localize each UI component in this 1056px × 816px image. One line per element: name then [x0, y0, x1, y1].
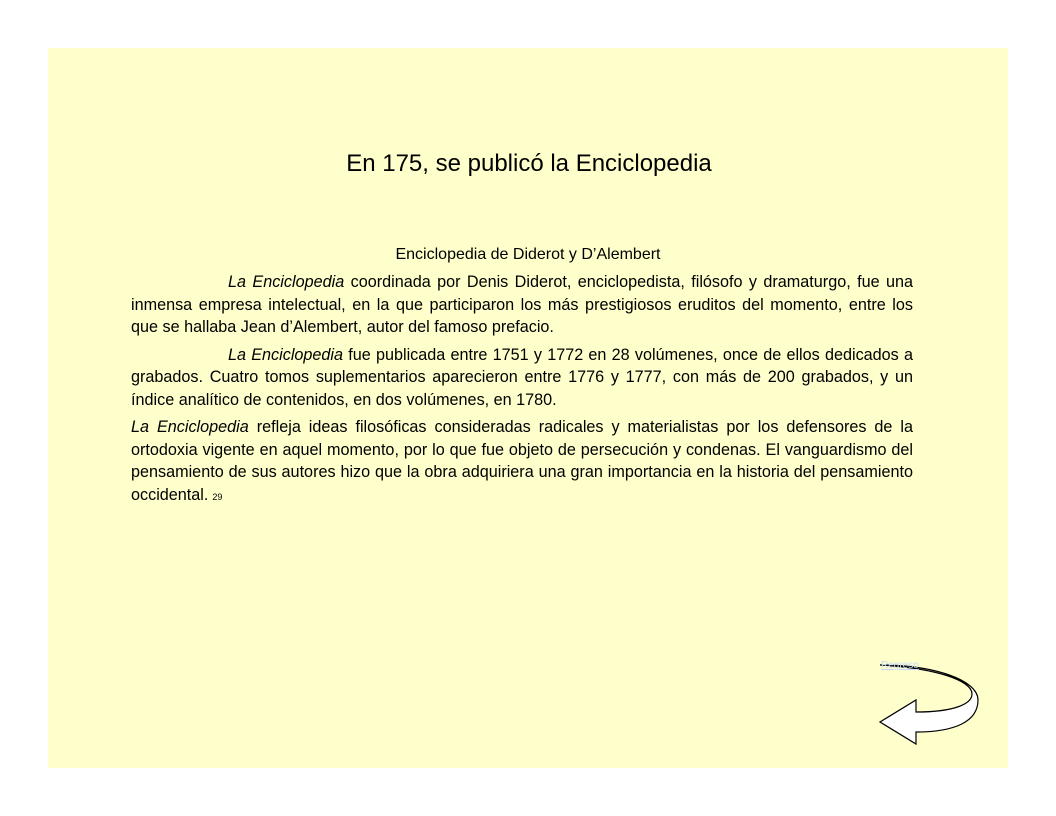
page-number: 29 — [212, 491, 223, 502]
back-link[interactable]: Regreso — [881, 660, 919, 671]
paragraph-1-text: coordinada por Denis Diderot, enciclopedista, filósofo y dramaturgo, fue una inmensa empresa intelectual, en la que participaron los más prestigiosos eruditos del momento, entre los que se hallaba Jean d’Alembert, autor del famoso prefacio. — [131, 273, 913, 336]
paragraph-1-lead: La Enciclopedia — [228, 273, 345, 291]
paragraph-1 — [131, 271, 913, 339]
curved-back-arrow-icon[interactable] — [874, 660, 982, 750]
paragraph-3-lead: La Enciclopedia — [131, 418, 249, 436]
slide-title: En 175, se publicó la Enciclopedia — [346, 150, 712, 177]
body-text — [131, 271, 913, 513]
paragraph-2-lead: La Enciclopedia — [228, 345, 344, 364]
slide — [48, 48, 1008, 768]
slide-subtitle: Enciclopedia de Diderot y D’Alembert — [395, 246, 661, 263]
paragraph-3-text: refleja ideas filosóficas consideradas radicales y materialistas por los defensores de la ortodoxia vigente en aquel momento, por lo que fue objeto de persecución y condenas. El vanguardismo del pensamiento de sus autores hizo que la obra adquiriera una gran importancia en la historia del pensamiento occidental. — [131, 418, 913, 504]
paragraph-2-text: fue publicada entre 1751 y 1772 en 28 volúmenes, once de ellos dedicados a grabados. Cuatro tomos suplementarios aparecieron entre 1776 y 1777, con más de 200 grabados, y un índice analítico de contenidos, en dos volúmenes, en 1780. — [131, 345, 913, 409]
paragraph-3 — [131, 416, 913, 508]
paragraph-2 — [131, 344, 913, 412]
